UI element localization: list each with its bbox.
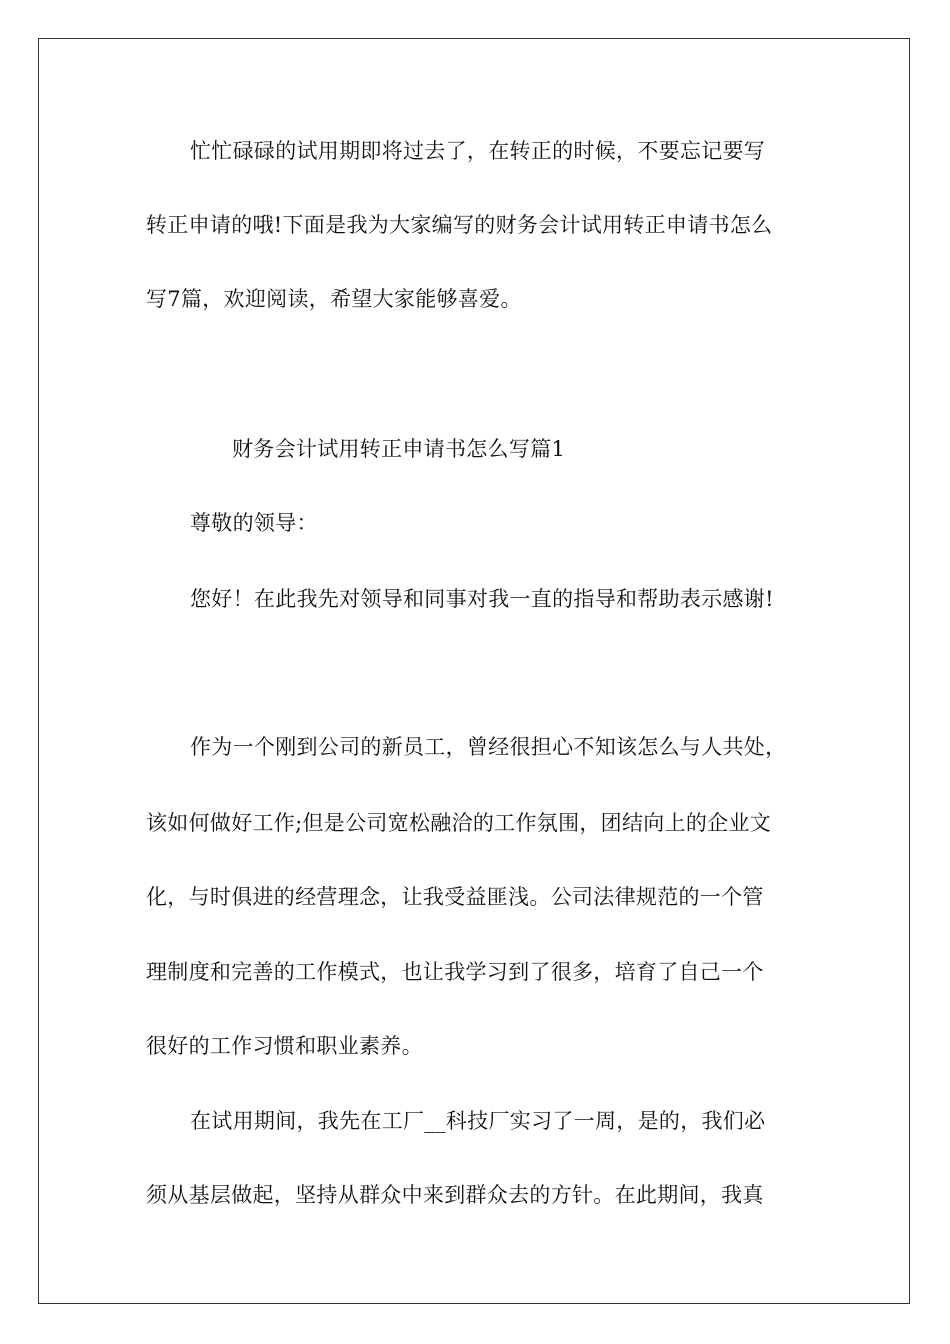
greeting: 您好！在此我先对领导和同事对我一直的指导和帮助表示感谢!: [190, 587, 774, 611]
intro-line-3: 写7篇，欢迎阅读，希望大家能够喜爱。: [146, 287, 522, 311]
paragraph2-line-1: 在试用期间，我先在工厂__科技厂实习了一周，是的，我们必: [190, 1109, 766, 1133]
intro-line-2: 转正申请的哦!下面是我为大家编写的财务会计试用转正申请书怎么: [146, 213, 773, 237]
paragraph1-line-5: 很好的工作习惯和职业素养。: [146, 1034, 423, 1058]
paragraph1-line-2: 该如何做好工作;但是公司宽松融洽的工作氛围，团结向上的企业文: [146, 811, 772, 835]
section-title: 财务会计试用转正申请书怎么写篇1: [232, 437, 566, 461]
paragraph1-line-3: 化，与时俱进的经营理念，让我受益匪浅。公司法律规范的一个管: [146, 885, 764, 909]
salutation: 尊敬的领导：: [190, 511, 318, 535]
intro-line-1: 忙忙碌碌的试用期即将过去了，在转正的时候，不要忘记要写: [190, 139, 766, 163]
paragraph1-line-1: 作为一个刚到公司的新员工，曾经很担心不知该怎么与人共处，: [190, 735, 787, 759]
paragraph2-line-2: 须从基层做起，坚持从群众中来到群众去的方针。在此期间，我真: [146, 1183, 764, 1207]
paragraph1-line-4: 理制度和完善的工作模式，也让我学习到了很多，培育了自己一个: [146, 960, 764, 984]
